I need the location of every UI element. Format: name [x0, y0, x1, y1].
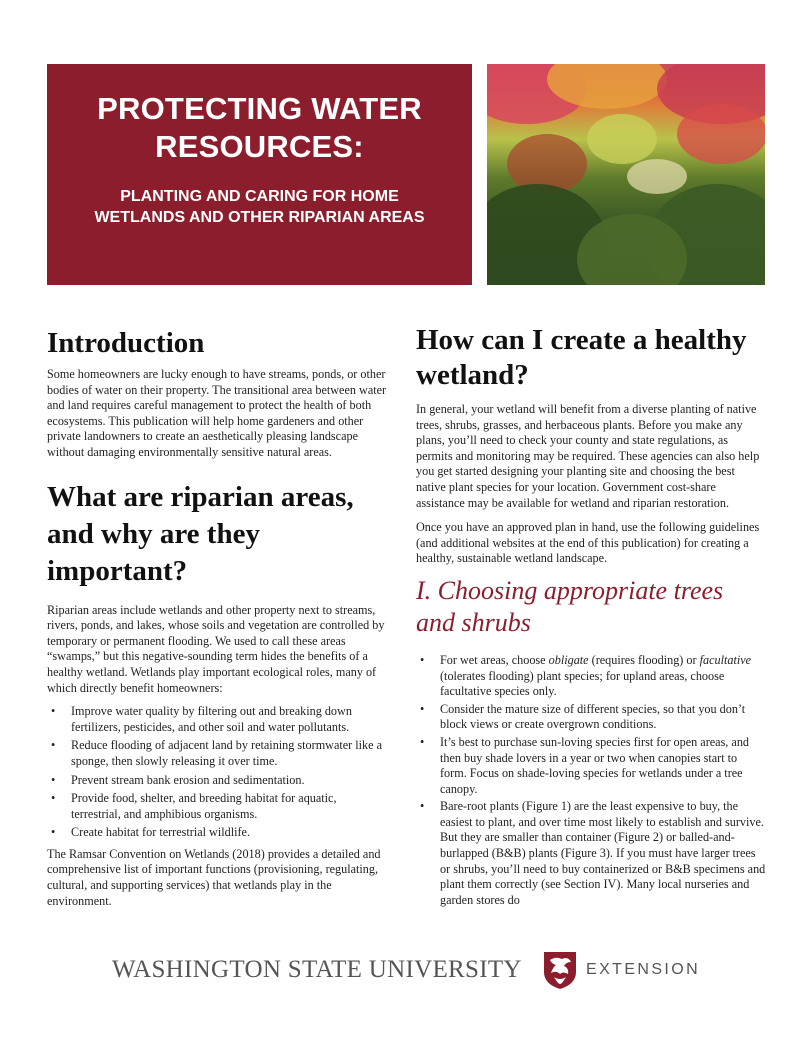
obligate-term: obligate: [548, 652, 589, 667]
riparian-heading: What are riparian areas, and why are they important?: [47, 480, 354, 587]
list-item: • Create habitat for terrestrial wildlife.: [71, 825, 387, 841]
ramsar-paragraph: The Ramsar Convention on Wetlands (2018) provides a detailed and comprehensive list of important functions (provisioning, regulating, cultural, and supporting services) that wetlands play in the environment.: [47, 846, 381, 908]
riparian-paragraph: Riparian areas include wetlands and other property next to streams, rivers, ponds, and lakes, whose soils and vegetation are controlled by temporary or permanent flooding. We used to call these areas “swamps,” but this negative-sounding term hides the benefits of a healthy wetland. Wetlands play important ecological roles, many of which directly benefit homeowners:: [47, 602, 385, 695]
list-item: • Improve water quality by filtering out and breaking down fertilizers, pesticides, and other soil and water pollutants.: [71, 704, 387, 735]
list-item: • Provide food, shelter, and breeding habitat for aquatic, terrestrial, and amphibious organisms.: [71, 791, 387, 822]
introduction-paragraph: Some homeowners are lucky enough to have streams, ponds, or other bodies of water on their property. The transitional area between water and land requires careful management to protect the health of both ecosystems. This publication will help home gardeners and other private landowners to create an aesthetically pleasing landscape without damaging environmentally sensitive natural areas.: [47, 367, 387, 459]
subtitle-line-1: PLANTING AND CARING FOR HOME: [120, 188, 399, 205]
list-item: [440, 653, 766, 700]
university-name: WASHINGTON STATE UNIVERSITY: [112, 956, 522, 983]
title-line-2: RESOURCES:: [155, 129, 364, 164]
list-item: • Reduce flooding of adjacent land by retaining stormwater like a sponge, then slowly releasing it over time.: [71, 738, 387, 769]
list-item: • Consider the mature size of different species, so that you don’t block views or create overgrown conditions.: [440, 702, 766, 733]
document-title: [47, 90, 472, 166]
list-item: • Prevent stream bank erosion and sedimentation.: [71, 773, 387, 789]
approved-plan-paragraph: Once you have an approved plan in hand, use the following guidelines (and additional websites at the end of this publication) for creating a healthy, sustainable wetland landscape.: [416, 520, 760, 566]
choosing-trees-heading: I. Choosing appropriate trees and shrubs: [416, 575, 724, 637]
benefits-list: [47, 704, 387, 841]
right-column: [416, 322, 766, 910]
extension-label: EXTENSION: [586, 961, 701, 978]
cougar-shield-icon: [542, 950, 578, 990]
healthy-wetland-paragraph: In general, your wetland will benefit from a diverse planting of native trees, shrubs, grasses, and herbaceous plants. Before you make any plans, you’ll need to check your county and state regulations, as permits and monitoring may be required. These agencies can also help you get started designing your planting site and choosing the best native plant species for your location. Government cost-share assistance may be available for wetland and riparian restoration.: [416, 402, 760, 510]
title-line-1: PROTECTING WATER: [97, 91, 422, 126]
left-column: [47, 322, 387, 909]
subtitle-line-2: WETLANDS AND OTHER RIPARIAN AREAS: [94, 209, 425, 226]
wsu-extension-logo: [112, 950, 702, 992]
list-item-text: (requires flooding) or: [588, 652, 700, 667]
list-item-text: For wet areas, choose: [440, 652, 549, 667]
title-banner: [47, 64, 472, 285]
healthy-wetland-heading: How can I create a healthy wetland?: [416, 324, 747, 391]
list-item: • Bare-root plants (Figure 1) are the least expensive to buy, the easiest to plant, and over time most likely to establish and survive. But they are smaller than container (Figure 2) or balled-and-burlapped (B&B) plants (Figure 3). If you must have larger trees or shrubs, you’ll need to buy containerized or B&B specimens and plant them correctly (see Section IV). Many local nurseries and garden stores do: [440, 799, 766, 908]
facultative-term: facultative: [699, 652, 752, 667]
document-subtitle: [47, 186, 472, 228]
list-item-text: (tolerates flooding) plant species; for upland areas, choose facultative species only.: [440, 668, 725, 699]
choosing-list: [416, 653, 766, 909]
list-item: • It’s best to purchase sun-loving species first for open areas, and then buy shade lovers in a year or two when canopies start to form. Focus on shade-loving species for wetlands under a tree canopy.: [440, 735, 766, 797]
introduction-heading: Introduction: [47, 327, 205, 359]
garden-photo: [487, 64, 765, 285]
